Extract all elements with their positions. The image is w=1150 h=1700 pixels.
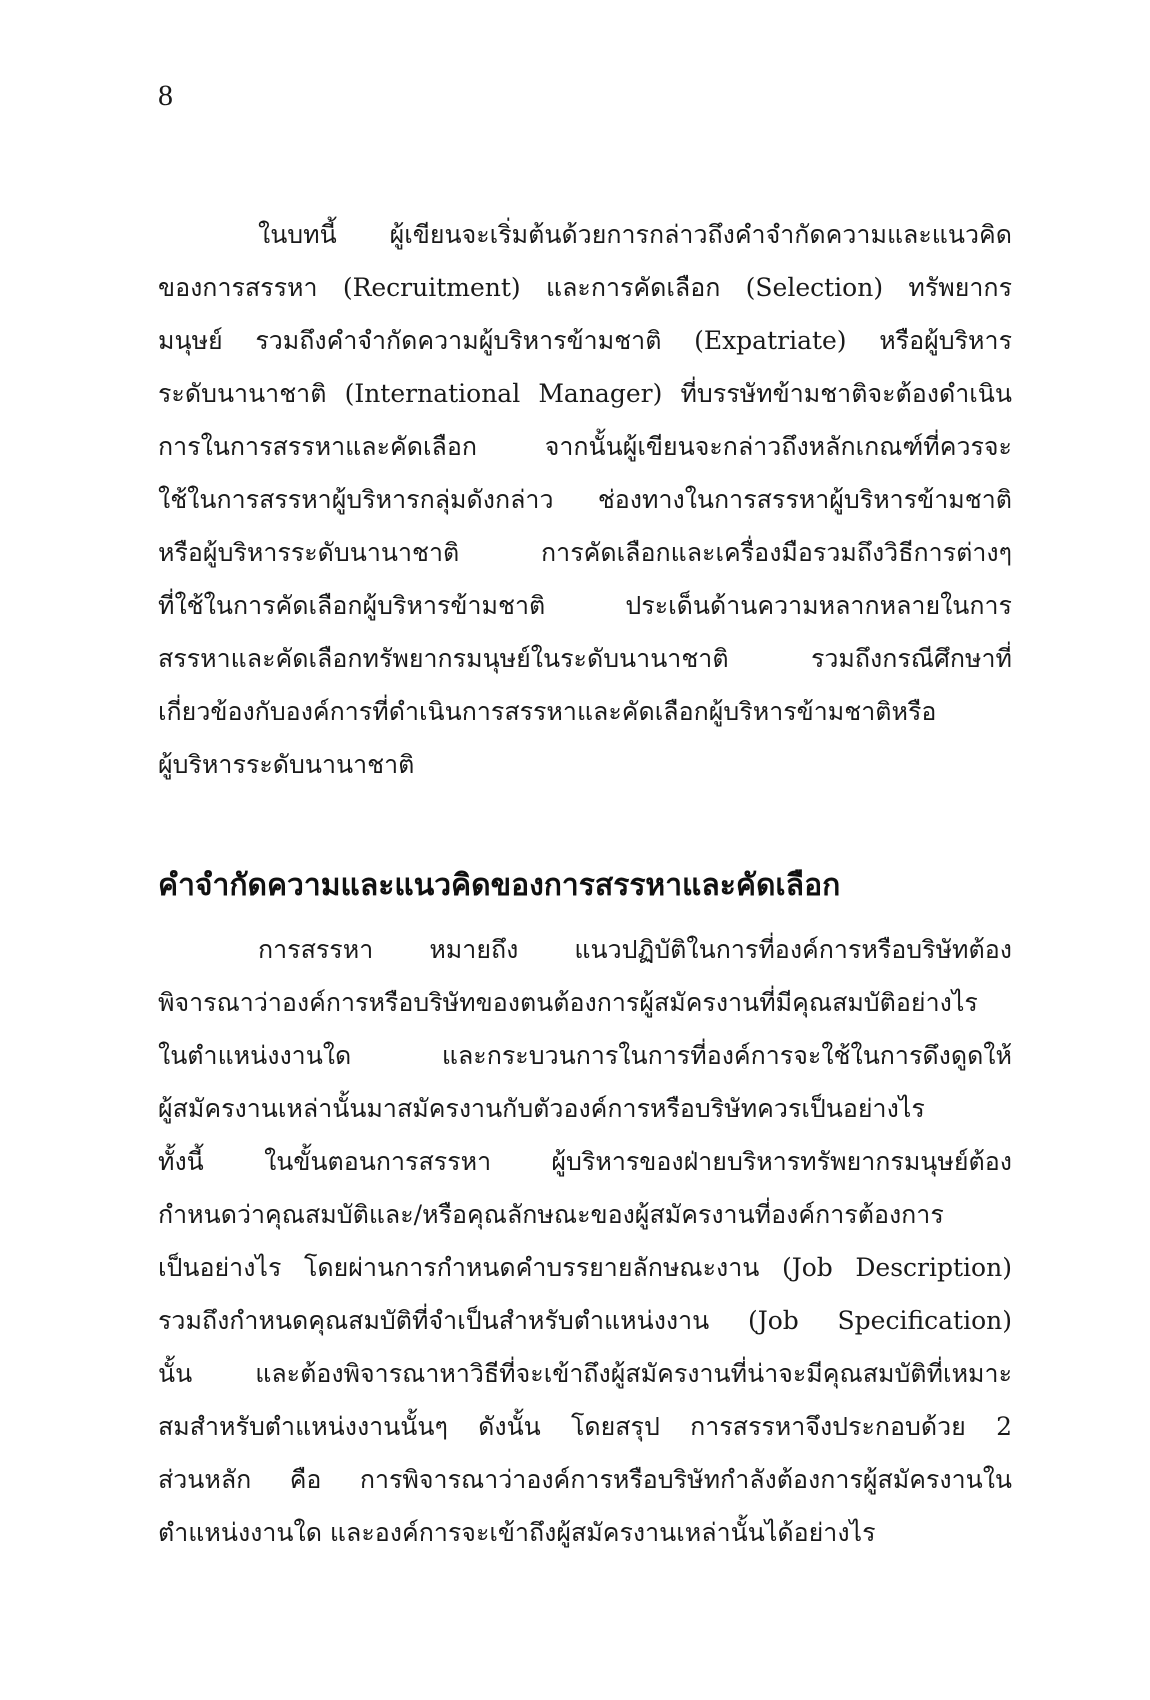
- intro-paragraph: [158, 208, 1012, 791]
- page-number: 8: [158, 79, 173, 112]
- paragraph-line: สรรหาและคัดเลือกทรัพยากรมนุษย์ในระดับนานาชาติ รวมถึงกรณีศึกษาที่: [158, 643, 1012, 673]
- paragraph-line: สมสำหรับตำแหน่งงานนั้นๆ ดังนั้น โดยสรุป การสรรหาจึงประกอบด้วย 2: [158, 1411, 1012, 1441]
- paragraph-line: นั้น และต้องพิจารณาหาวิธีที่จะเข้าถึงผู้สมัครงานที่น่าจะมีคุณสมบัติที่เหมาะ: [158, 1358, 1012, 1388]
- paragraph-line: มนุษย์ รวมถึงคำจำกัดความผู้บริหารข้ามชาติ (Expatriate) หรือผู้บริหาร: [158, 325, 1012, 355]
- paragraph-line: ที่ใช้ในการคัดเลือกผู้บริหารข้ามชาติ ประเด็นด้านความหลากหลายในการ: [158, 590, 1012, 620]
- paragraph-line: ระดับนานาชาติ (International Manager) ที่บรรษัทข้ามชาติจะต้องดำเนิน: [158, 378, 1012, 408]
- paragraph-line: รวมถึงกำหนดคุณสมบัติที่จำเป็นสำหรับตำแหน่งงาน (Job Specification): [158, 1305, 1012, 1335]
- paragraph-line: การในการสรรหาและคัดเลือก จากนั้นผู้เขียนจะกล่าวถึงหลักเกณฑ์ที่ควรจะ: [158, 431, 1012, 461]
- section-heading: คำจำกัดความและแนวคิดของการสรรหาและคัดเลือก: [158, 868, 841, 903]
- paragraph-line: ตำแหน่งงานใด และองค์การจะเข้าถึงผู้สมัครงานเหล่านั้นได้อย่างไร: [158, 1517, 876, 1547]
- paragraph-line: ในตำแหน่งงานใด และกระบวนการในการที่องค์การจะใช้ในการดึงดูดให้: [158, 1040, 1012, 1070]
- paragraph-line: ผู้บริหารระดับนานาชาติ: [158, 749, 415, 779]
- paragraph-line: ส่วนหลัก คือ การพิจารณาว่าองค์การหรือบริษัทกำลังต้องการผู้สมัครงานใน: [158, 1464, 1012, 1494]
- paragraph-line: หรือผู้บริหารระดับนานาชาติ การคัดเลือกและเครื่องมือรวมถึงวิธีการต่างๆ: [158, 537, 1012, 567]
- paragraph-line: ในบทนี้ ผู้เขียนจะเริ่มต้นด้วยการกล่าวถึงคำจำกัดความและแนวคิด: [258, 219, 1012, 249]
- paragraph-line: พิจารณาว่าองค์การหรือบริษัทของตนต้องการผู้สมัครงานที่มีคุณสมบัติอย่างไร: [158, 987, 978, 1017]
- recruitment-definition-paragraph: [158, 923, 1012, 1559]
- paragraph-line: ของการสรรหา (Recruitment) และการคัดเลือก (Selection) ทรัพยากร: [158, 272, 1012, 302]
- paragraph-line: ทั้งนี้ ในขั้นตอนการสรรหา ผู้บริหารของฝ่ายบริหารทรัพยากรมนุษย์ต้อง: [158, 1146, 1012, 1176]
- paragraph-line: เป็นอย่างไร โดยผ่านการกำหนดคำบรรยายลักษณะงาน (Job Description): [158, 1252, 1012, 1282]
- paragraph-line: ผู้สมัครงานเหล่านั้นมาสมัครงานกับตัวองค์การหรือบริษัทควรเป็นอย่างไร: [158, 1093, 925, 1123]
- paragraph-line: กำหนดว่าคุณสมบัติและ/หรือคุณลักษณะของผู้สมัครงานที่องค์การต้องการ: [158, 1199, 944, 1229]
- paragraph-line: ใช้ในการสรรหาผู้บริหารกลุ่มดังกล่าว ช่องทางในการสรรหาผู้บริหารข้ามชาติ: [158, 484, 1012, 514]
- paragraph-line: เกี่ยวข้องกับองค์การที่ดำเนินการสรรหาและคัดเลือกผู้บริหารข้ามชาติหรือ: [158, 696, 937, 726]
- paragraph-line: การสรรหา หมายถึง แนวปฏิบัติในการที่องค์การหรือบริษัทต้อง: [258, 934, 1012, 964]
